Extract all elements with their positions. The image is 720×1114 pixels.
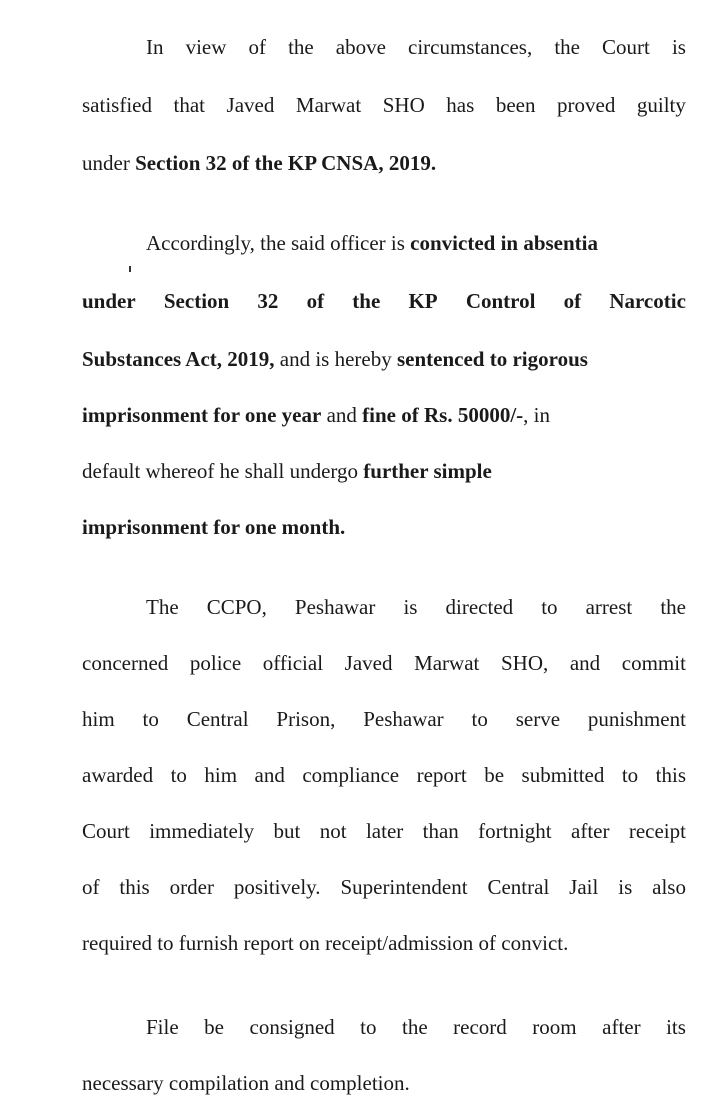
paragraph-1-line-1 <box>146 33 686 61</box>
paragraph-1-line-2 <box>82 91 686 119</box>
word: immediately <box>149 819 255 843</box>
line-text: necessary compilation and completion. <box>82 1071 410 1095</box>
word: consigned <box>249 1015 335 1039</box>
word: positively. <box>233 875 321 899</box>
line-text: , in <box>523 403 550 427</box>
paragraph-4-line-2 <box>82 1069 686 1097</box>
word: SHO <box>382 93 425 117</box>
word: the <box>288 35 314 59</box>
word: proved <box>557 93 616 117</box>
line-text: Accordingly, the said officer is <box>146 231 411 255</box>
word: order <box>169 875 214 899</box>
word: Peshawar <box>294 595 376 619</box>
bold-text: imprisonment for one year <box>82 403 322 427</box>
word: Peshawar <box>363 707 444 731</box>
word: of <box>306 289 325 313</box>
paragraph-3-line-4 <box>82 761 686 789</box>
word: under <box>82 289 136 313</box>
word: In <box>146 35 164 59</box>
word: submitted <box>521 763 605 787</box>
word: punishment <box>587 707 686 731</box>
word: room <box>532 1015 577 1039</box>
word: has <box>446 93 475 117</box>
word: police <box>189 651 242 675</box>
word: to <box>360 1015 377 1039</box>
word: this <box>655 763 686 787</box>
word: Javed <box>226 93 275 117</box>
word: KP <box>408 289 438 313</box>
word: to <box>621 763 639 787</box>
word: after <box>602 1015 641 1039</box>
word: be <box>484 763 505 787</box>
paragraph-3-line-5 <box>82 817 686 845</box>
line-text: required to furnish report on receipt/admission of convict. <box>82 931 569 955</box>
word: him <box>204 763 238 787</box>
word: Prison, <box>276 707 336 731</box>
word: concerned <box>82 651 169 675</box>
word: that <box>173 93 206 117</box>
stray-mark <box>129 266 131 272</box>
word: Court <box>82 819 130 843</box>
bold-text: Substances Act, 2019, <box>82 347 275 371</box>
word: fortnight <box>478 819 552 843</box>
word: Central <box>186 707 249 731</box>
word: satisfied <box>82 93 152 117</box>
paragraph-2-line-2 <box>82 287 686 315</box>
word: and <box>569 651 601 675</box>
word: is <box>403 595 418 619</box>
word: not <box>319 819 347 843</box>
word: report <box>416 763 467 787</box>
word: and <box>254 763 285 787</box>
word: compliance <box>302 763 400 787</box>
paragraph-3-line-2 <box>82 649 686 677</box>
word: of <box>563 289 582 313</box>
bold-text: convicted in absentia <box>410 231 599 255</box>
word: is <box>618 875 633 899</box>
word: commit <box>621 651 686 675</box>
word: The <box>146 595 179 619</box>
word: Narcotic <box>609 289 686 313</box>
word: but <box>273 819 301 843</box>
paragraph-3-line-1 <box>146 593 686 621</box>
bold-text: fine of Rs. 50000/- <box>362 403 524 427</box>
word: its <box>666 1015 686 1039</box>
word: record <box>453 1015 507 1039</box>
word: is <box>671 35 686 59</box>
word: also <box>652 875 686 899</box>
word: of <box>248 35 266 59</box>
word: been <box>495 93 536 117</box>
line-text: under <box>82 151 136 175</box>
word: Court <box>602 35 650 59</box>
word: arrest <box>585 595 633 619</box>
word: Marwat <box>414 651 480 675</box>
line-text: and is hereby <box>274 347 397 371</box>
word: of <box>82 875 100 899</box>
bold-text: further simple <box>363 459 492 483</box>
word: circumstances, <box>408 35 533 59</box>
word: Control <box>465 289 536 313</box>
paragraph-3-line-7 <box>82 929 686 957</box>
word: guilty <box>636 93 686 117</box>
word: Section <box>163 289 230 313</box>
bold-text: sentenced to rigorous <box>397 347 588 371</box>
word: after <box>571 819 610 843</box>
word: the <box>554 35 580 59</box>
paragraph-2-line-3 <box>82 345 686 373</box>
word: serve <box>515 707 561 731</box>
paragraph-2-line-5 <box>82 457 686 485</box>
word: view <box>185 35 227 59</box>
word: Superintendent <box>340 875 468 899</box>
word: directed <box>445 595 514 619</box>
bold-text: Section 32 of the KP CNSA, 2019. <box>135 151 437 175</box>
word: above <box>335 35 386 59</box>
word: the <box>352 289 381 313</box>
word: Marwat <box>295 93 362 117</box>
word: Javed <box>344 651 393 675</box>
word: later <box>365 819 404 843</box>
paragraph-2-line-6 <box>82 513 686 541</box>
paragraph-1-line-3 <box>82 149 686 177</box>
word: to <box>471 707 488 731</box>
paragraph-2-line-4 <box>82 401 686 429</box>
word: to <box>541 595 558 619</box>
line-text: and <box>321 403 363 427</box>
word: File <box>146 1015 179 1039</box>
word: Central <box>487 875 550 899</box>
word: him <box>82 707 115 731</box>
word: this <box>119 875 150 899</box>
word: than <box>422 819 459 843</box>
word: receipt <box>628 819 686 843</box>
paragraph-4-line-1 <box>146 1013 686 1041</box>
word: be <box>204 1015 224 1039</box>
paragraph-2-line-1 <box>146 229 686 257</box>
word: awarded <box>82 763 154 787</box>
word: SHO, <box>500 651 549 675</box>
bold-text: imprisonment for one month. <box>82 515 346 539</box>
word: official <box>262 651 324 675</box>
word: to <box>142 707 159 731</box>
line-text: default whereof he shall undergo <box>82 459 364 483</box>
word: the <box>660 595 686 619</box>
paragraph-3-line-6 <box>82 873 686 901</box>
word: the <box>402 1015 428 1039</box>
word: 32 <box>257 289 279 313</box>
word: Jail <box>569 875 599 899</box>
word: to <box>170 763 187 787</box>
word: CCPO, <box>206 595 267 619</box>
paragraph-3-line-3 <box>82 705 686 733</box>
